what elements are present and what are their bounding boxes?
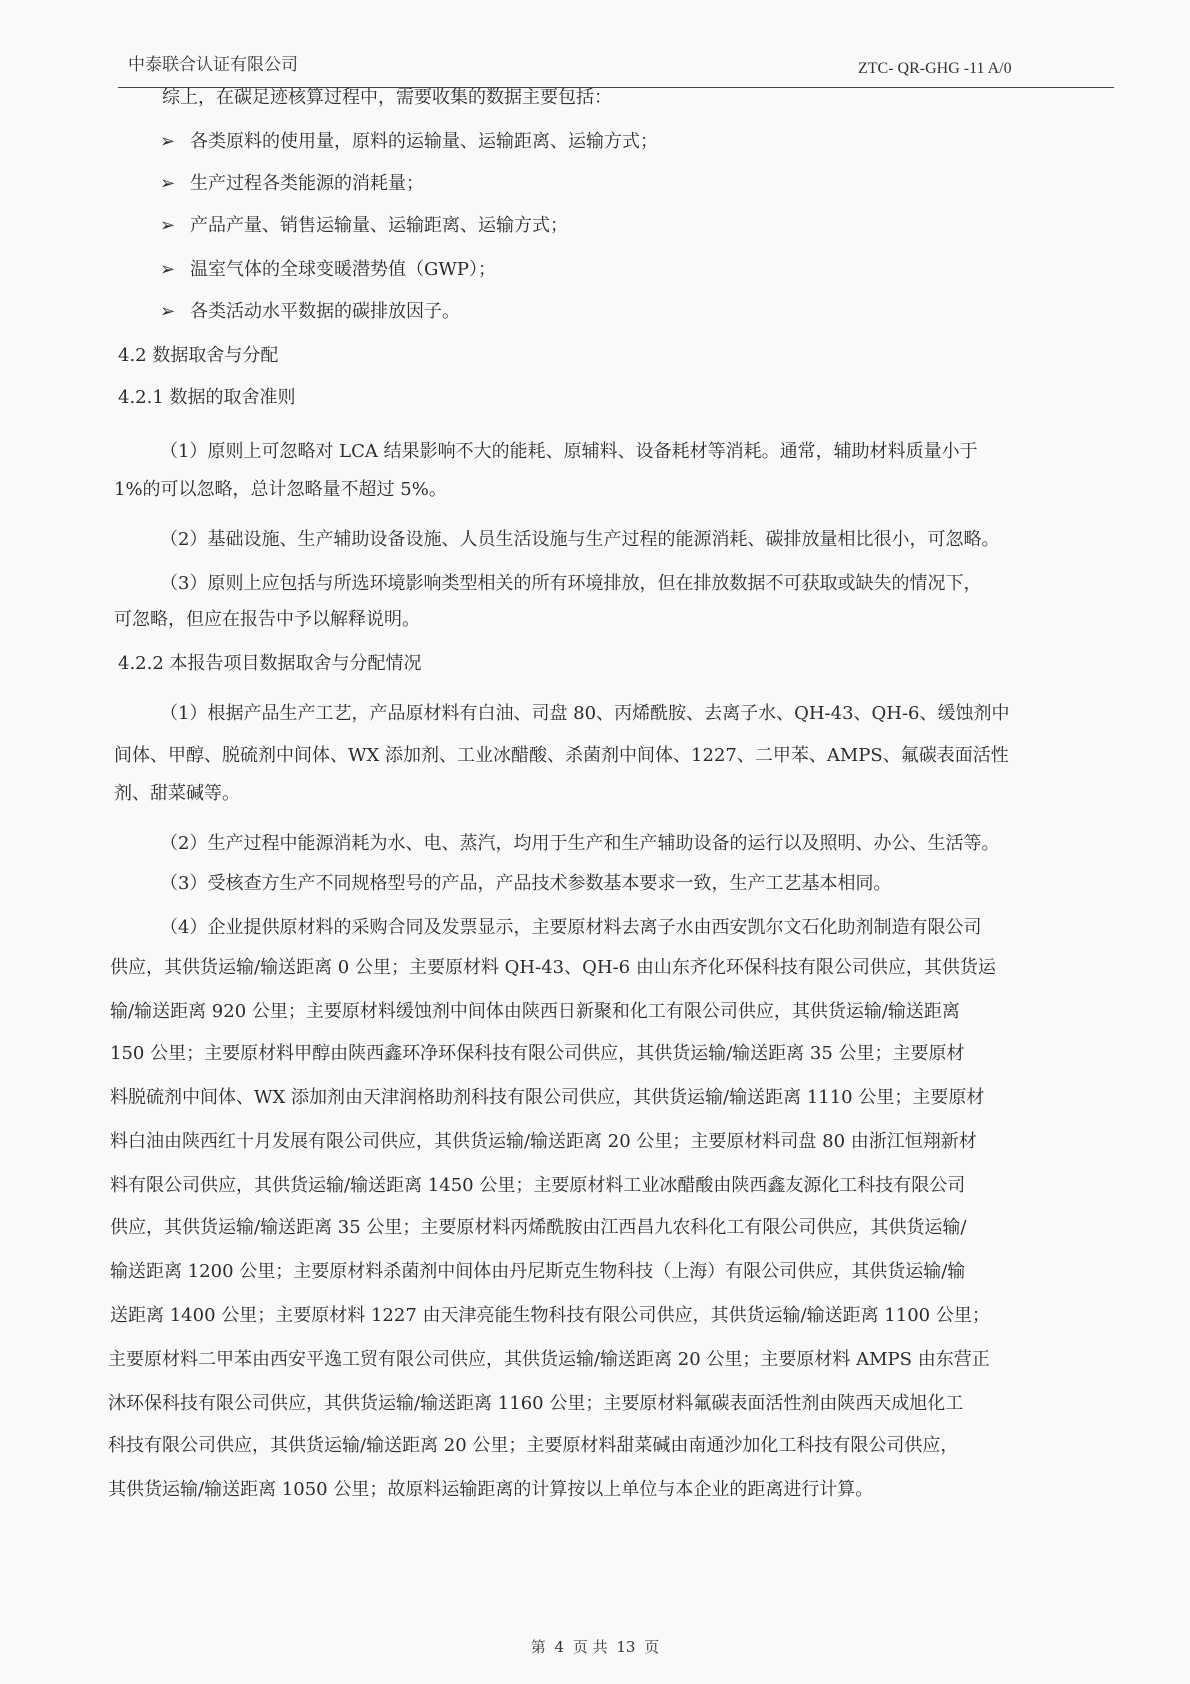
page-total: 13 [616,1638,636,1656]
page-number: 4 [554,1638,565,1656]
paragraph-line: 150 公里；主要原材料甲醇由陕西鑫环净环保科技有限公司供应，其供货运输/输送距离 35 公里；主要原材 [110,1043,965,1064]
bullet-arrow-icon: ➢ [160,173,176,194]
paragraph-line: （3）受核查方生产不同规格型号的产品，产品技术参数基本要求一致，生产工艺基本相同。 [160,873,892,894]
paragraph-line: 料白油由陕西红十月发展有限公司供应，其供货运输/输送距离 20 公里；主要原材料司盘 80 由浙江恒翔新材 [110,1131,977,1152]
paragraph-line: 料脱硫剂中间体、WX 添加剂由天津润格助剂科技有限公司供应，其供货运输/输送距离 1110 公里；主要原材 [110,1087,985,1108]
bullet-arrow-icon: ➢ [160,301,176,322]
bullet-item: ➢ 各类原料的使用量，原料的运输量、运输距离、运输方式； [160,131,658,152]
paragraph-line: 其供货运输/输送距离 1050 公里；故原料运输距离的计算按以上单位与本企业的距离进行计算。 [108,1479,874,1500]
paragraph-line: 可忽略，但应在报告中予以解释说明。 [114,609,420,630]
paragraph-line: （1）根据产品生产工艺，产品原材料有白油、司盘 80、丙烯酰胺、去离子水、QH-43、QH-6、缓蚀剂中 [160,703,1010,724]
subsection-heading: 4.2.2 本报告项目数据取舍与分配情况 [118,653,422,674]
paragraph-line: 供应，其供货运输/输送距离 0 公里；主要原材料 QH-43、QH-6 由山东齐化环保科技有限公司供应，其供货运 [110,957,996,978]
paragraph-line: 供应，其供货运输/输送距离 35 公里；主要原材料丙烯酰胺由江西昌九农科化工有限公司供应，其供货运输/ [110,1217,967,1238]
bullet-item: ➢ 产品产量、销售运输量、运输距离、运输方式； [160,215,568,236]
paragraph-line: 输送距离 1200 公里；主要原材料杀菌剂中间体由丹尼斯克生物科技（上海）有限公司供应，其供货运输/输 [110,1261,966,1282]
paragraph-line: 1%的可以忽略，总计忽略量不超过 5%。 [114,479,447,500]
paragraph-line: 料有限公司供应，其供货运输/输送距离 1450 公里；主要原材料工业冰醋酸由陕西鑫友源化工科技有限公司 [110,1175,966,1196]
bullet-arrow-icon: ➢ [160,215,176,236]
paragraph-line: （2）生产过程中能源消耗为水、电、蒸汽，均用于生产和生产辅助设备的运行以及照明、办公、生活等。 [160,833,1000,854]
paragraph-line: （3）原则上应包括与所选环境影响类型相关的所有环境排放，但在排放数据不可获取或缺失的情况下， [160,573,982,594]
bullet-arrow-icon: ➢ [160,131,176,152]
paragraph-line: 沐环保科技有限公司供应，其供货运输/输送距离 1160 公里；主要原材料氟碳表面活性剂由陕西天成旭化工 [108,1393,964,1414]
section-heading: 4.2 数据取舍与分配 [118,345,279,366]
header-company: 中泰联合认证有限公司 [128,55,298,75]
paragraph-line: （2）基础设施、生产辅助设备设施、人员生活设施与生产过程的能源消耗、碳排放量相比很小，可忽略。 [160,529,1000,550]
bullet-item: ➢ 各类活动水平数据的碳排放因子。 [160,301,460,322]
page-footer: 第 4 页 共 13 页 [530,1638,660,1656]
subsection-heading: 4.2.1 数据的取舍准则 [118,387,296,408]
paragraph-line: 剂、甜菜碱等。 [114,783,240,804]
paragraph-line: （1）原则上可忽略对 LCA 结果影响不大的能耗、原辅料、设备耗材等消耗。通常，辅助材料质量小于 [160,441,978,462]
paragraph-line: 输/输送距离 920 公里；主要原材料缓蚀剂中间体由陕西日新聚和化工有限公司供应，其供货运输/输送距离 [110,1001,960,1022]
paragraph-line: 主要原材料二甲苯由西安平逸工贸有限公司供应，其供货运输/输送距离 20 公里；主要原材料 AMPS 由东营正 [108,1349,990,1370]
intro-text: 综上，在碳足迹核算过程中，需要收集的数据主要包括： [162,87,612,108]
bullet-item: ➢ 生产过程各类能源的消耗量； [160,173,424,194]
bullet-item: ➢ 温室气体的全球变暖潜势值（GWP）； [160,259,496,280]
paragraph-line: 送距离 1400 公里；主要原材料 1227 由天津亮能生物科技有限公司供应，其供货运输/输送距离 1100 公里； [110,1305,990,1326]
bullet-arrow-icon: ➢ [160,259,176,280]
paragraph-line: （4）企业提供原材料的采购合同及发票显示，主要原材料去离子水由西安凯尔文石化助剂制造有限公司 [160,917,982,938]
paragraph-line: 间体、甲醇、脱硫剂中间体、WX 添加剂、工业冰醋酸、杀菌剂中间体、1227、二甲苯、AMPS、氟碳表面活性 [114,745,1009,766]
header-doc-code: ZTC- QR-GHG -11 A/0 [858,60,1012,77]
paragraph-line: 科技有限公司供应，其供货运输/输送距离 20 公里；主要原材料甜菜碱由南通沙加化工科技有限公司供应， [108,1435,959,1456]
